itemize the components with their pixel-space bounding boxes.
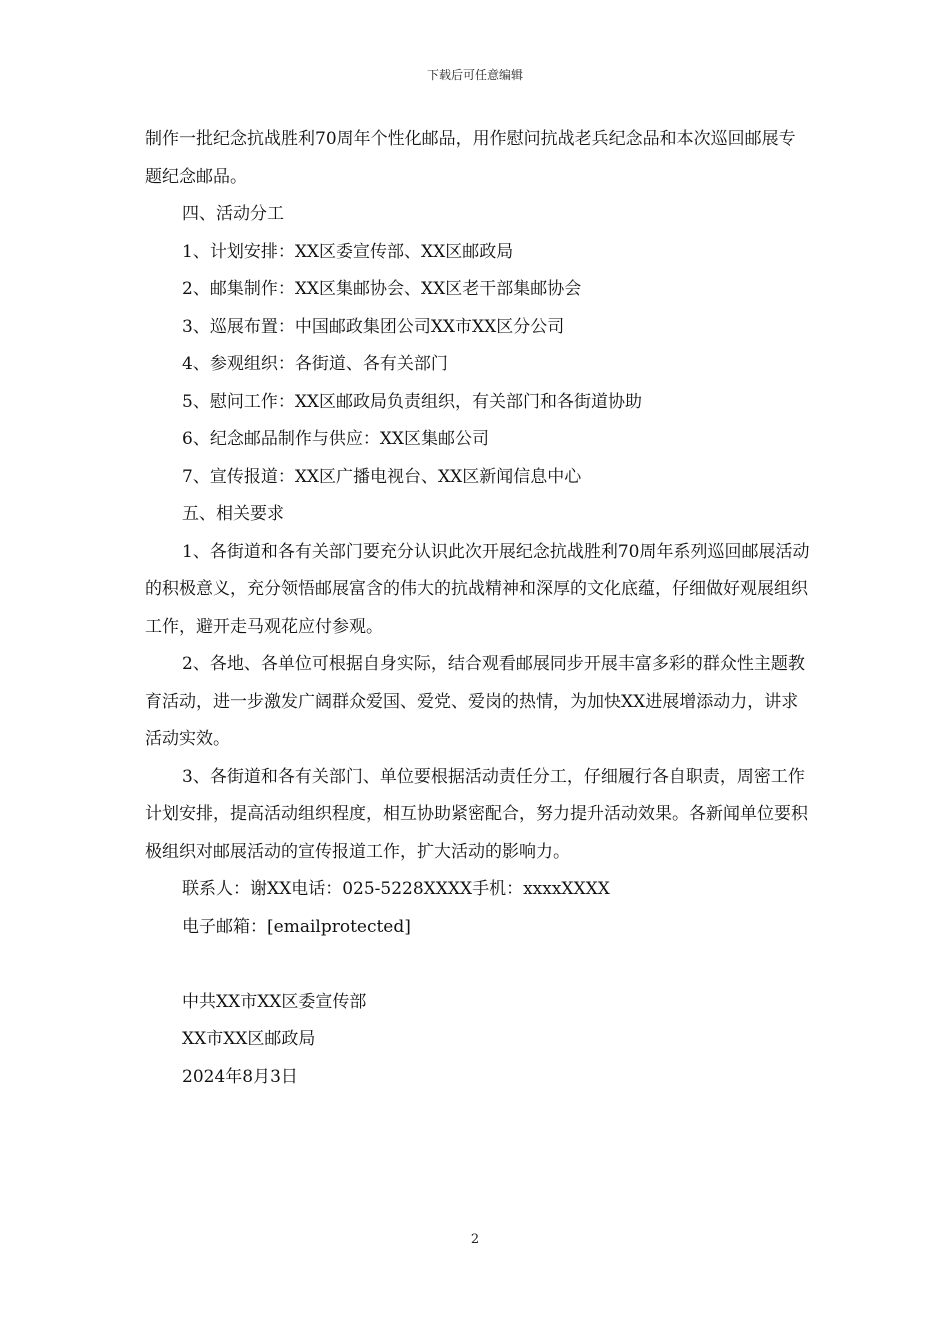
division-item: 4、参观组织：各街道、各有关部门 — [182, 354, 448, 374]
contact-line: 联系人：谢XX电话：025-5228XXXX手机：xxxxXXXX — [182, 879, 610, 899]
blank-line — [145, 946, 810, 984]
email-line: 电子邮箱：[emailprotected] — [182, 916, 411, 937]
division-item: 7、宣传报道：XX区广播电视台、XX区新闻信息中心 — [182, 466, 582, 487]
division-item: 5、慰问工作：XX区邮政局负责组织，有关部门和各街道协助 — [182, 391, 643, 412]
header-note: 下载后可任意编辑 — [426, 68, 523, 82]
signature-org-2: XX市XX区邮政局 — [182, 1029, 316, 1049]
page-number: 2 — [470, 1232, 480, 1247]
section-heading-four: 四、活动分工 — [182, 204, 284, 224]
continuation-paragraph: 制作一批纪念抗战胜利70周年个性化邮品，用作慰问抗战老兵纪念品和本次巡回邮展专题纪念邮品。 — [145, 129, 796, 187]
division-item: 2、邮集制作：XX区集邮协会、XX区老干部集邮协会 — [182, 279, 582, 299]
signature-date: 2024年8月3日 — [182, 1066, 298, 1087]
section-heading-five: 五、相关要求 — [182, 504, 284, 524]
requirement-paragraph: 3、各街道和各有关部门、单位要根据活动责任分工，仔细履行各自职责，周密工作计划安排，提高活动组织程度，相互协助紧密配合，努力提升活动效果。各新闻单位要积极组织对邮展活动的宣传报道工作，扩大活动的影响力。 — [145, 766, 808, 862]
division-item: 3、巡展布置：中国邮政集团公司XX市XX区分公司 — [182, 316, 565, 337]
signature-org-1: 中共XX市XX区委宣传部 — [182, 991, 367, 1012]
division-item: 6、纪念邮品制作与供应：XX区集邮公司 — [182, 429, 490, 449]
requirement-paragraph: 2、各地、各单位可根据自身实际，结合观看邮展同步开展丰富多彩的群众性主题教育活动，进一步激发广阔群众爱国、爱党、爱岗的热情，为加快XX进展增添动力，讲求活动实效。 — [145, 654, 805, 749]
requirement-paragraph: 1、各街道和各有关部门要充分认识此次开展纪念抗战胜利70周年系列巡回邮展活动的积极意义，充分领悟邮展富含的伟大的抗战精神和深厚的文化底蕴，仔细做好观展组织工作，避开走马观花应付参观。 — [145, 541, 810, 637]
division-item: 1、计划安排：XX区委宣传部、XX区邮政局 — [182, 241, 514, 262]
document-body — [145, 121, 810, 1096]
